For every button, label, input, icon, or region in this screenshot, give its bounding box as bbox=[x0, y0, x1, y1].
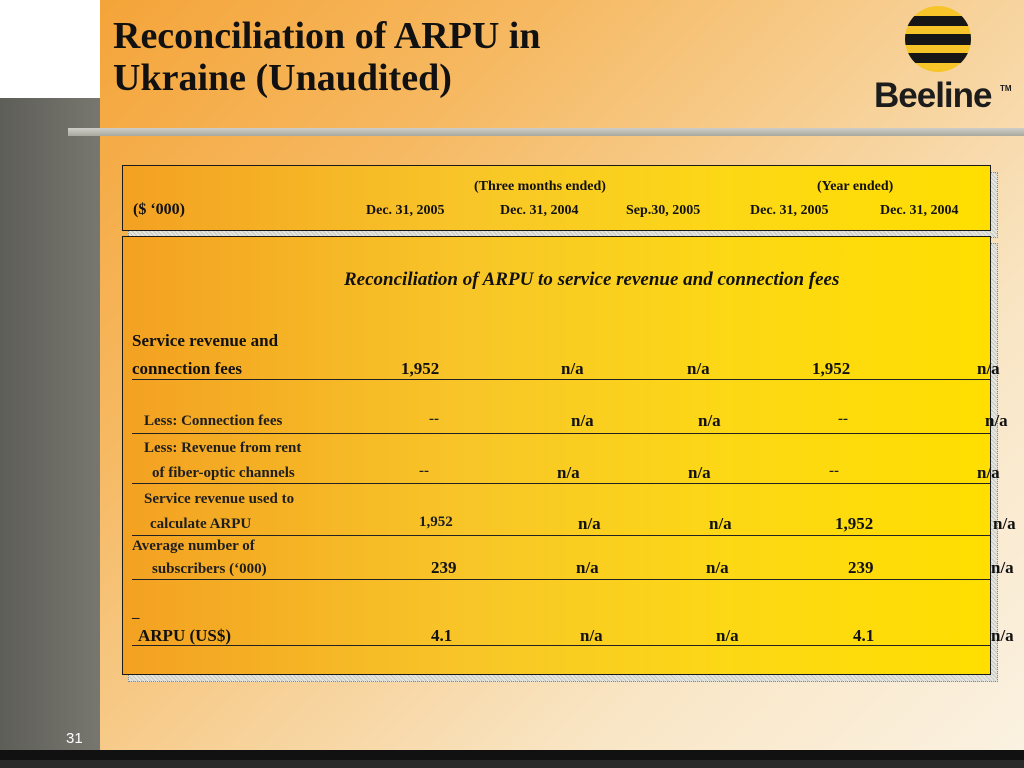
header-panel bbox=[122, 165, 991, 231]
cell-value: -- bbox=[829, 463, 839, 479]
cell-value: n/a bbox=[706, 558, 729, 577]
cell-value: n/a bbox=[687, 359, 710, 378]
left-gray-band bbox=[0, 98, 100, 750]
cell-value: 239 bbox=[431, 558, 457, 577]
cell-value: n/a bbox=[576, 558, 599, 577]
cell-value: n/a bbox=[688, 463, 711, 482]
cell-value: n/a bbox=[993, 514, 1016, 533]
cell-value: n/a bbox=[991, 558, 1014, 577]
row-label-line1: Service revenue and bbox=[132, 331, 279, 350]
cell-value: n/a bbox=[991, 626, 1014, 645]
cell-value: n/a bbox=[561, 359, 584, 378]
cell-value: n/a bbox=[571, 411, 594, 430]
cell-value: n/a bbox=[985, 411, 1008, 430]
cell-value: n/a bbox=[557, 463, 580, 482]
cell-value: 1,952 bbox=[419, 514, 453, 530]
column-header-3: Sep.30, 2005 bbox=[626, 203, 701, 218]
slide-number: 31 bbox=[66, 730, 83, 747]
cell-value: 1,952 bbox=[835, 514, 874, 533]
unit-label: ($ ‘000) bbox=[133, 201, 185, 218]
row-label-line2: calculate ARPU bbox=[150, 516, 252, 532]
cell-value: 1,952 bbox=[812, 359, 851, 378]
section-title: Reconciliation of ARPU to service revenue and connection fees bbox=[344, 269, 840, 290]
title-divider bbox=[68, 128, 1024, 136]
row-label-line2: subscribers (‘000) bbox=[152, 561, 267, 577]
column-header-4: Dec. 31, 2005 bbox=[750, 203, 829, 218]
row-underline bbox=[132, 483, 990, 484]
row-label-line1: Service revenue used to bbox=[144, 491, 295, 507]
row-label-line1: Less: Connection fees bbox=[144, 413, 283, 429]
group-label-year: (Year ended) bbox=[817, 179, 894, 194]
row-underline bbox=[132, 379, 990, 380]
cell-value: 4.1 bbox=[853, 626, 875, 645]
title-line-1: Reconciliation of ARPU in bbox=[113, 15, 541, 57]
cell-value: n/a bbox=[698, 411, 721, 430]
logo-wordmark: Beeline bbox=[874, 76, 992, 115]
beeline-logo bbox=[872, 6, 1012, 116]
cell-value: n/a bbox=[977, 359, 1000, 378]
cell-value: n/a bbox=[716, 626, 739, 645]
row-label-line1: Less: Revenue from rent bbox=[144, 440, 302, 456]
cell-value: -- bbox=[429, 411, 439, 427]
row-underline bbox=[132, 535, 990, 536]
cell-value: -- bbox=[838, 411, 848, 427]
row-underline bbox=[132, 579, 990, 580]
column-header-2: Dec. 31, 2004 bbox=[500, 203, 579, 218]
cell-value: 4.1 bbox=[431, 626, 453, 645]
cell-value: n/a bbox=[578, 514, 601, 533]
cell-value: n/a bbox=[580, 626, 603, 645]
cell-value: n/a bbox=[977, 463, 1000, 482]
row-label-line2: connection fees bbox=[132, 359, 243, 378]
row-underline bbox=[132, 433, 990, 434]
cell-value: -- bbox=[419, 463, 429, 479]
row-label-line1: _ bbox=[132, 605, 140, 621]
row-label-line2: of fiber-optic channels bbox=[152, 465, 295, 481]
group-label-three-months: (Three months ended) bbox=[474, 179, 606, 194]
row-label-line2: ARPU (US$) bbox=[138, 626, 232, 645]
slide-title bbox=[113, 15, 540, 99]
left-white-block bbox=[0, 0, 100, 98]
row-label-line1: Average number of bbox=[132, 538, 255, 554]
column-header-1: Dec. 31, 2005 bbox=[366, 203, 445, 218]
cell-value: n/a bbox=[709, 514, 732, 533]
column-header-5: Dec. 31, 2004 bbox=[880, 203, 959, 218]
row-underline bbox=[132, 645, 990, 646]
cell-value: 239 bbox=[848, 558, 874, 577]
logo-trademark: TM bbox=[1000, 84, 1012, 93]
footer-bar-lower bbox=[0, 760, 1024, 768]
body-panel bbox=[122, 236, 1016, 675]
cell-value: 1,952 bbox=[401, 359, 440, 378]
beeline-striped-ball-icon bbox=[905, 6, 971, 72]
title-line-2: Ukraine (Unaudited) bbox=[113, 57, 452, 99]
